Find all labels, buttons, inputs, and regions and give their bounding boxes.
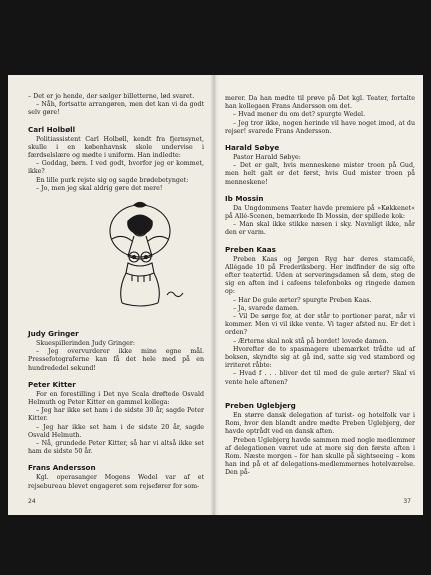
paragraph: For en forestilling i Det nye Scala drøftede Osvald Helmuth og Peter Kitter en gammel kollega: xyxy=(28,390,204,407)
section-heading: Frans Andersson xyxy=(28,463,96,473)
section-heading: Ib Mossin xyxy=(225,193,264,203)
paragraph: Skuespillerinden Judy Gringer: xyxy=(36,340,136,348)
paragraph: En større dansk delegation af turist- og hotelfolk var i Rom, hvor den blandt andre mødte Preben Uglebjerg, der havde optrådt ved en dansk aften. xyxy=(225,411,415,436)
paragraph: – Nåh, fortsatte arrangøren, men det kan vi da godt selv gøre! xyxy=(28,101,204,117)
paragraph: Hvorefter de to spasmagere ubemærket trådte ud af boksen, skyndte sig at gå ind, satte sig ved stambord og irriteret råbte: xyxy=(225,345,415,370)
paragraph: Pastor Harald Søbye: xyxy=(233,154,301,162)
section-heading: Harald Søbye xyxy=(225,143,280,153)
page-number: 24 xyxy=(28,498,36,505)
paragraph: Da Ungdommens Teater havde premiere på »Køkkenet« på Allé-Scenen, bemærkede Ib Mossin, der spillede kok: xyxy=(225,204,415,221)
paragraph: – Jeg tror ikke, nogen herinde vil have noget imod, at du rejser! svarede Frans Andersson. xyxy=(225,119,415,135)
section-heading: Preben Uglebjerg xyxy=(225,400,296,410)
paragraph: – Jeg har ikke set ham i de sidste 30 år, sagde Peter Kitter. xyxy=(28,407,204,423)
book-gutter xyxy=(210,75,220,515)
paragraph: – Vil De sørge for, at der står to portioner parat, når vi kommer. Men vi vil ikke vente. Vi tager afsted nu. Er det i orden? xyxy=(225,313,415,337)
section-heading: Preben Kaas xyxy=(225,244,276,254)
paragraph: – Ærterne skal nok stå på bordet! lovede damen. xyxy=(233,337,389,345)
paragraph: – Nå, grundede Peter Kitter, så har vi altså ikke set ham de sidste 50 år. xyxy=(28,440,204,456)
left-page xyxy=(8,75,216,515)
paragraph: – Jeg har ikke set ham i de sidste 20 år, sagde Osvald Helmuth. xyxy=(28,423,204,439)
paragraph: – Det er jo hende, der sælger billetterne, lød svaret. xyxy=(28,93,195,100)
paragraph: En lille purk rejste sig og sagde brødebetynget: xyxy=(36,176,189,184)
section-heading: Judy Gringer xyxy=(28,329,79,339)
paragraph: – Ja, svarede damen. xyxy=(233,304,300,312)
paragraph: Preben Uglebjerg havde sammen med nogle medlemmer af delegationen været ude at more sig den første aften i Rom. Næste morgen – for han skulle på sightseeing – kom han ind på et af delegations-medlemmernes hotelværelse. Den på- xyxy=(225,436,415,477)
paragraph: Politiassistent Carl Holbøll, kendt fra fjernsynet, skulle i en københavnsk skole undervise i færdselslære og mødte i uniform. Han indledte: xyxy=(28,135,204,160)
section-heading: Peter Kitter xyxy=(28,379,76,389)
paragraph: – Hvad f . . . bliver det til med de gule ærter? Skal vi vente hele aftenen? xyxy=(225,370,415,386)
paragraph: – Goddag, børn. I ved godt, hvorfor jeg er kommet, ikke? xyxy=(28,160,204,176)
woman-with-hoop-drawing xyxy=(92,199,192,314)
paragraph: – Jo, men jeg skal aldrig gøre det mere! xyxy=(36,184,163,192)
paragraph: Kgl. operasanger Mogens Wedel var af et rejsebureau blevet engageret som rejsefører for som- xyxy=(28,474,204,490)
paragraph: – Jeg overvurderer ikke mine egne mål. Pressefotograferne kan få det hele med på en hundrededel sekund! xyxy=(28,348,204,372)
right-page xyxy=(214,75,423,515)
paragraph: merer. Da han mødte til prøve på Det kgl. Teater, fortalte han kollegaen Frans Andersson om det. xyxy=(225,95,415,111)
page-number: 37 xyxy=(403,498,411,505)
paragraph: Preben Kaas og Jørgen Ryg har deres stamcafé, Allégade 10 på Frederiksberg. Her indfinder de sig ofte efter teatertid. Uden at serveringsdamen så dem, steg de sig en aften ind i cafeens telefonboks og ringede damen op: xyxy=(225,255,415,296)
paragraph: – Man skal ikke stikke næsen i sky. Navnligt ikke, når den er varm. xyxy=(225,221,415,237)
paragraph: – Har De gule ærter? spurgte Preben Kaas. xyxy=(233,296,372,304)
paragraph: – Hvad mener du om det? spurgte Wedel. xyxy=(233,111,366,119)
paragraph: – Det er galt, hvis menneskene mister troen på Gud, men helt galt er det først, hvis Gud mister troen på menneskene! xyxy=(225,162,415,186)
section-heading: Carl Holbøll xyxy=(28,124,76,134)
